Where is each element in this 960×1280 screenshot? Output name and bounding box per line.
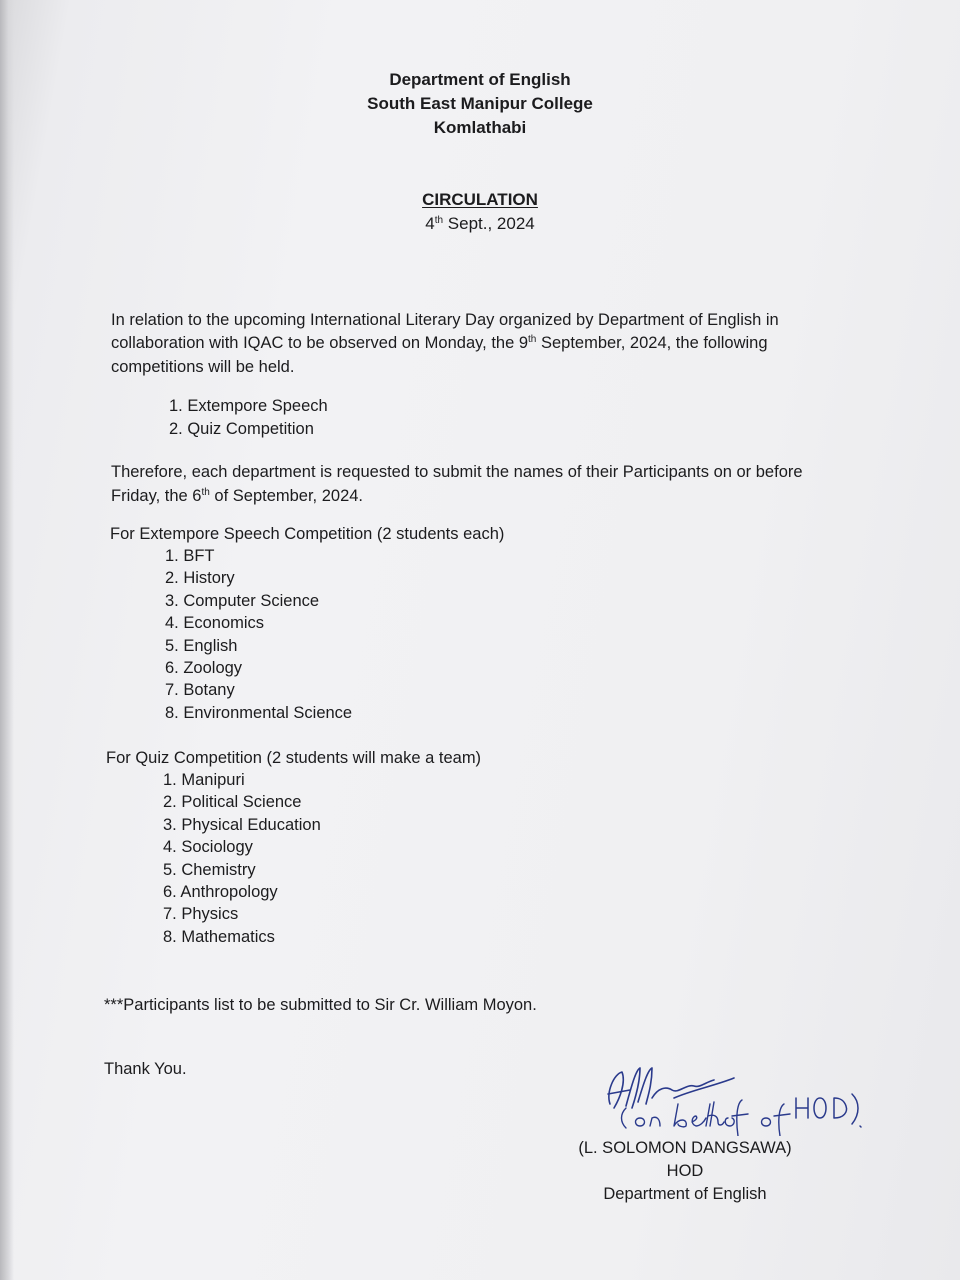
list-item: 3. Physical Education bbox=[163, 815, 321, 834]
intro-ordinal: th bbox=[528, 334, 537, 345]
intro-line-2 bbox=[111, 333, 768, 353]
list-item: 1. Manipuri bbox=[163, 771, 245, 789]
header-college: South East Manipur College bbox=[367, 94, 593, 113]
list-item: 8. Mathematics bbox=[163, 927, 275, 946]
date-day: 4 bbox=[425, 214, 435, 233]
header-location: Komlathabi bbox=[433, 118, 527, 137]
extempore-heading: For Extempore Speech Competition (2 students each) bbox=[110, 525, 505, 543]
list-item: 8. Environmental Science bbox=[165, 703, 353, 722]
list-item: 7. Botany bbox=[165, 681, 235, 700]
date-ordinal: th bbox=[434, 215, 444, 226]
date-rest: Sept., 2024 bbox=[443, 214, 535, 233]
intro-line-2-b: September, 2024, the following bbox=[536, 334, 768, 352]
list-item: 2. Quiz Competition bbox=[169, 420, 314, 438]
header-department: Department of English bbox=[389, 70, 571, 89]
competition-list bbox=[169, 395, 328, 441]
list-item: 6. Zoology bbox=[165, 659, 243, 678]
list-item: 2. Political Science bbox=[163, 793, 302, 812]
quiz-department-list bbox=[163, 769, 321, 948]
signatory-department: Department of English bbox=[603, 1185, 767, 1203]
circulation-title-line bbox=[0, 188, 960, 212]
submission-note: ***Participants list to be submitted to Sir Cr. William Moyon. bbox=[104, 996, 537, 1014]
list-item: 5. English bbox=[165, 636, 238, 655]
signatory-block bbox=[560, 1137, 810, 1206]
quiz-heading: For Quiz Competition (2 students will make a team) bbox=[106, 749, 482, 767]
circulation-title: CIRCULATION bbox=[422, 190, 538, 209]
list-item: 7. Physics bbox=[163, 905, 239, 924]
list-item: 1. BFT bbox=[165, 547, 215, 565]
extempore-department-list bbox=[165, 545, 352, 724]
request-line-2 bbox=[111, 486, 363, 506]
list-item: 4. Sociology bbox=[163, 838, 253, 857]
request-line-1: Therefore, each department is requested to submit the names of their Participants on or before bbox=[111, 463, 803, 481]
list-item: 3. Computer Science bbox=[165, 591, 320, 610]
list-item: 5. Chemistry bbox=[163, 860, 256, 879]
intro-line-2-a: collaboration with IQAC to be observed on Monday, the 9 bbox=[111, 334, 529, 352]
circulation-date bbox=[0, 212, 960, 236]
intro-line-3: competitions will be held. bbox=[111, 358, 295, 376]
list-item: 1. Extempore Speech bbox=[169, 397, 328, 415]
list-item: 6. Anthropology bbox=[163, 883, 278, 902]
handwritten-signature bbox=[596, 1064, 866, 1136]
request-line-2-a: Friday, the 6 bbox=[111, 487, 202, 505]
list-item: 4. Economics bbox=[165, 614, 265, 633]
closing-thanks: Thank You. bbox=[104, 1060, 187, 1078]
signatory-role: HOD bbox=[666, 1162, 704, 1180]
request-ordinal: th bbox=[201, 487, 210, 498]
request-line-2-b: of September, 2024. bbox=[209, 487, 364, 505]
list-item: 2. History bbox=[165, 569, 235, 588]
intro-line-1: In relation to the upcoming International Literary Day organized by Department of English in bbox=[111, 311, 779, 329]
signatory-name: (L. SOLOMON DANGSAWA) bbox=[578, 1139, 792, 1157]
